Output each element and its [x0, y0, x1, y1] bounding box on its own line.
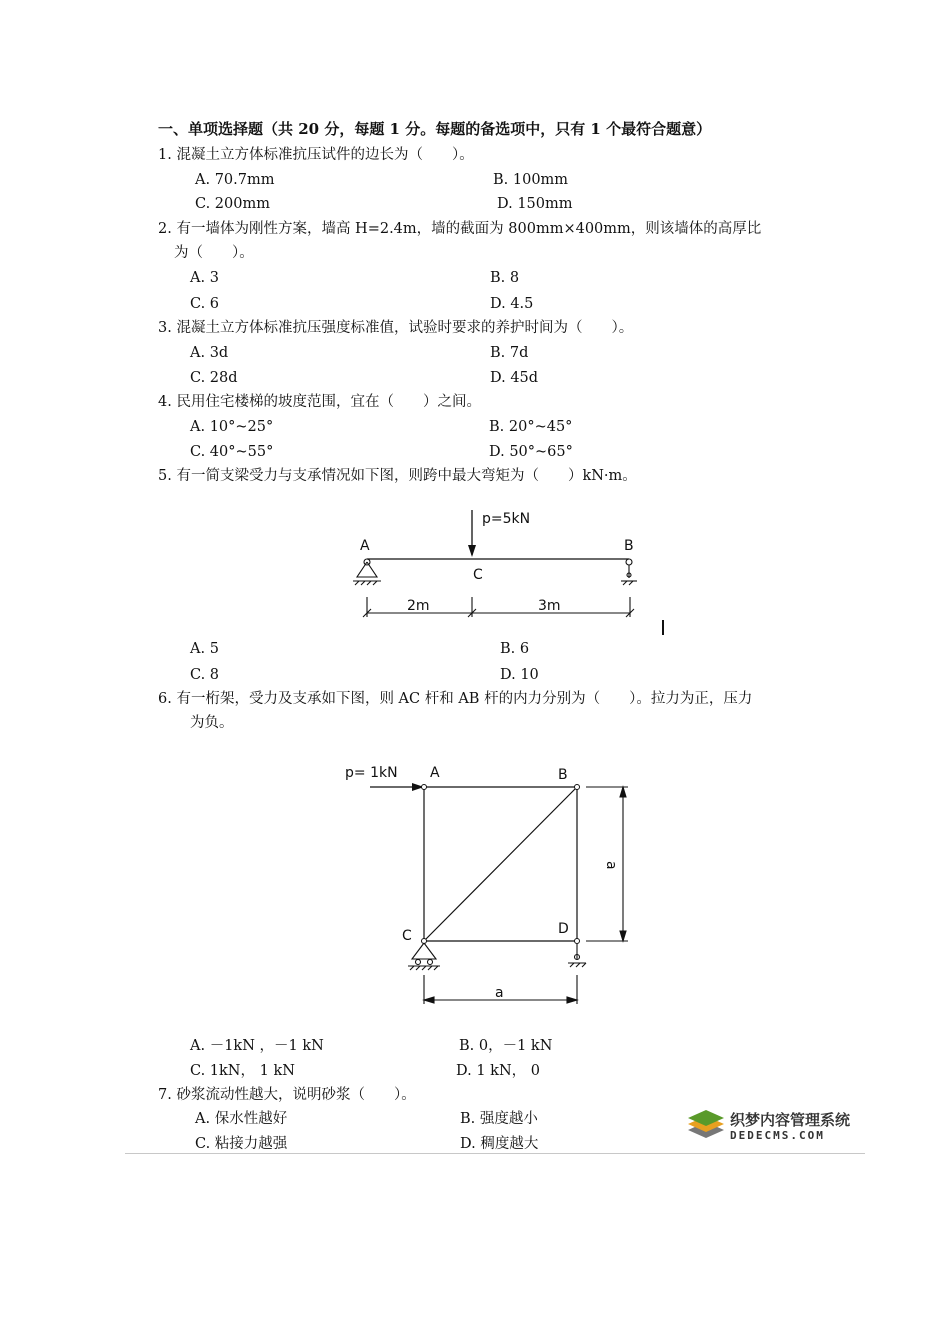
question-3-option-d: D. 45d: [490, 370, 539, 386]
question-5-option-a: A. 5: [190, 641, 219, 657]
question-6-option-d: D. 1 kN， 0: [456, 1063, 540, 1079]
question-2-option-b: B. 8: [490, 270, 520, 286]
question-7-option-c: C. 粘接力越强: [195, 1136, 288, 1152]
question-6-option-a: A. －1kN ，－1 kN: [190, 1038, 324, 1054]
beam-dimension-left: 2m: [407, 598, 430, 614]
question-5-option-c: C. 8: [190, 667, 220, 683]
question-7-option-b: B. 强度越小: [460, 1111, 538, 1127]
text-cursor: [662, 620, 664, 635]
question-3-option-c: C. 28d: [190, 370, 238, 386]
truss-members: [424, 787, 577, 941]
simply-supported-beam-figure: [345, 505, 645, 630]
pin-support-icon: [408, 943, 440, 970]
dedecms-logo-icon: [686, 1108, 726, 1144]
truss-label-b: B: [558, 767, 568, 783]
question-7-option-a: A. 保水性越好: [195, 1111, 288, 1127]
roller-support-icon: [621, 559, 637, 585]
question-1-option-d: D. 150mm: [497, 196, 573, 212]
question-5-option-d: D. 10: [500, 667, 539, 683]
question-6-option-b: B. 0，－1 kN: [459, 1038, 553, 1054]
question-2-option-d: D. 4.5: [490, 296, 534, 312]
question-4-option-a: A. 10°~25°: [190, 419, 274, 435]
truss-load-label: p= 1kN: [345, 765, 398, 781]
question-6-stem: 6. 有一桁架，受力及支承如下图，则 AC 杆和 AB 杆的内力分别为（ ）。拉力为正，压力: [158, 691, 753, 707]
question-2-stem-continued: 为（ ）。: [174, 245, 254, 261]
question-1-option-b: B. 100mm: [493, 172, 569, 188]
beam-label-b: B: [624, 538, 634, 554]
question-4-option-c: C. 40°~55°: [190, 444, 274, 460]
watermark-name-cn: 织梦内容管理系统: [730, 1111, 851, 1129]
question-7-option-d: D. 稠度越大: [460, 1136, 539, 1152]
question-1-option-c: C. 200mm: [195, 196, 270, 212]
beam-label-c: C: [473, 567, 483, 583]
truss-label-d: D: [558, 921, 569, 937]
question-4-stem: 4. 民用住宅楼梯的坡度范围，宜在（ ）之间。: [158, 394, 481, 410]
beam-dimension-line: [363, 597, 634, 617]
truss-dimension-right-label: a: [603, 861, 619, 870]
question-1-option-a: A. 70.7mm: [195, 172, 275, 188]
pin-support-icon: [353, 559, 381, 585]
page-bottom-rule: [125, 1153, 865, 1154]
question-7-stem: 7. 砂浆流动性越大，说明砂浆（ ）。: [158, 1087, 416, 1103]
question-2-option-a: A. 3: [190, 270, 219, 286]
beam-load-arrowhead: [468, 545, 476, 557]
truss-figure: [340, 760, 640, 1010]
question-2-stem: 2. 有一墙体为刚性方案，墙高 H=2.4m，墙的截面为 800mm×400mm，则该墙体的高厚比: [158, 221, 762, 237]
question-3-option-a: A. 3d: [190, 345, 229, 361]
question-4-option-b: B. 20°~45°: [489, 419, 573, 435]
roller-support-icon: [568, 944, 586, 967]
question-3-option-b: B. 7d: [490, 345, 529, 361]
question-2-option-c: C. 6: [190, 296, 220, 312]
question-5-stem: 5. 有一简支梁受力与支承情况如下图，则跨中最大弯矩为（ ）kN·m。: [158, 468, 637, 484]
question-1-stem: 1. 混凝土立方体标准抗压试件的边长为（ ）。: [158, 147, 474, 163]
question-6-stem-continued: 为负。: [190, 715, 234, 731]
question-5-option-b: B. 6: [500, 641, 530, 657]
question-3-stem: 3. 混凝土立方体标准抗压强度标准值，试验时要求的养护时间为（ ）。: [158, 320, 634, 336]
section-title: 一、单项选择题（共 20 分，每题 1 分。每题的备选项中，只有 1 个最符合题意）: [158, 120, 712, 138]
truss-label-a: A: [430, 765, 440, 781]
beam-load-label: p=5kN: [482, 511, 531, 527]
question-4-option-d: D. 50°~65°: [489, 444, 573, 460]
question-6-option-c: C. 1kN， 1 kN: [190, 1063, 295, 1079]
beam-dimension-right: 3m: [538, 598, 561, 614]
truss-label-c: C: [402, 928, 412, 944]
truss-dimension-bottom-label: a: [495, 985, 504, 1001]
watermark-name-en: DEDECMS.COM: [730, 1129, 825, 1142]
beam-label-a: A: [360, 538, 370, 554]
